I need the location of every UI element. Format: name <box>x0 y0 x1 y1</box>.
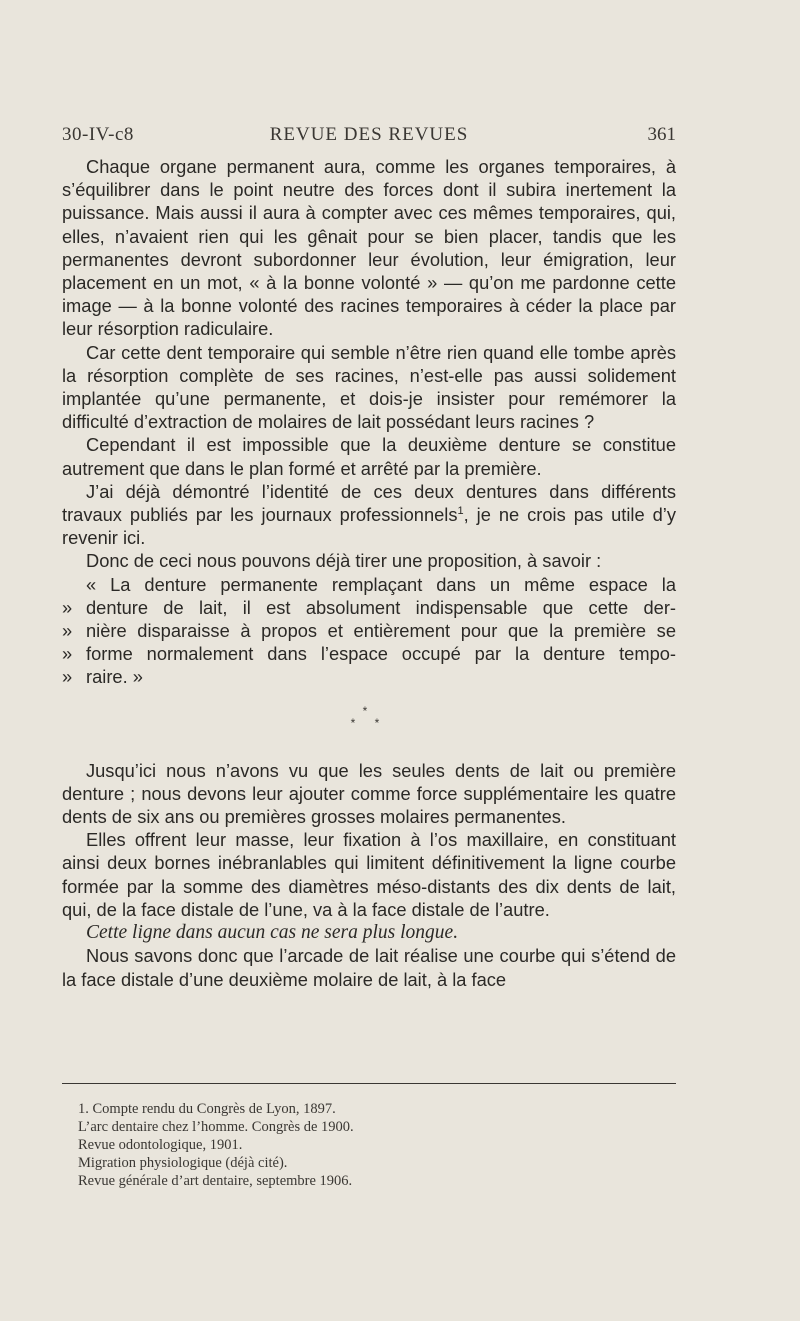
paragraph-6: Jusqu’ici nous n’avons vu que les seules dents de lait ou première denture ; nous devons leur ajouter comme force supplémentaire les quatre dents de six ans ou premières grosses molaires permanentes. <box>62 759 676 828</box>
paragraph-4 <box>62 480 676 550</box>
main-text <box>62 155 676 991</box>
footnote-line: Migration physiologique (déjà cité). <box>78 1155 288 1171</box>
paragraph-8-italic: Cette ligne dans aucun cas ne sera plus longue. <box>86 922 459 944</box>
quote-line <box>62 596 676 619</box>
paragraph-9: Nous savons donc que l’arcade de lait réalise une courbe qui s’étend de la face distale d’une deuxième molaire de lait, à la face <box>62 945 676 990</box>
paragraph-3: Cependant il est impossible que la deuxième denture se constitue autrement que dans le plan formé et arrêté par la première. <box>62 434 676 479</box>
paragraph-7: Elles offrent leur masse, leur fixation à l’os maxillaire, en constituant ainsi deux bornes inébranlables qui limitent définitivement la ligne courbe formée par la somme des diamètres méso-distants des dix dents de lait, qui, de la face distale de l’une, va à la face distale de l’autre. <box>62 829 676 920</box>
quote-line <box>62 665 676 688</box>
quote-mark: « <box>86 573 97 595</box>
asterism-top: * <box>362 703 376 718</box>
quote-mark: » <box>62 620 73 642</box>
footnote-line: Revue odontologique, 1901. <box>78 1137 243 1153</box>
quote-line <box>62 573 676 596</box>
running-header <box>62 124 676 150</box>
paragraph-4-text-a: J’ai déjà démontré l’identité de ces deux dentures dans différents travaux publiés par les journaux professionnels <box>62 480 676 526</box>
quote-text: forme normalement dans l’espace occupé par la denture tempo- <box>86 643 676 665</box>
footnote-ref: 1 <box>457 504 464 517</box>
paragraph-2: Car cette dent temporaire qui semble n’être rien quand elle tombe après la résorption complète de ses racines, n’est-elle pas aussi solidement implantée qu’une permanente, et dois-je insister pour remémorer la difficulté d’extraction de molaires de lait possédant leurs racines ? <box>62 341 676 433</box>
quote-mark: » <box>62 643 73 665</box>
footnote-divider <box>62 1083 676 1084</box>
quote-text: nière disparaisse à propos et entièrement pour que la première se <box>86 620 676 642</box>
page-number: 361 <box>647 124 676 145</box>
paragraph-5: Donc de ceci nous pouvons déjà tirer une proposition, à savoir : <box>86 550 602 572</box>
header-date-code: 30-IV-c8 <box>62 124 134 145</box>
asterism-bottom: * * <box>350 715 388 730</box>
footnote-line: Revue générale d’art dentaire, septembre 1906. <box>78 1173 353 1189</box>
quotation <box>62 573 676 689</box>
paragraph-1: Chaque organe permanent aura, comme les organes temporaires, à s’équilibrer dans le point neutre des forces dont il subira inertement la puissance. Mais aussi il aura à compter avec ces mêmes temporaires, qui, elles, n’avaient rien qui les gênait pour se bien placer, tandis que les permanentes devront subordonner leur évolution, leur émigration, leur placement en un mot, « à la bonne volonté » — qu’on me pardonne cette image — à la bonne volonté des racines temporaires à céder la place par leur résorption radiculaire. <box>62 156 676 340</box>
quote-text: denture de lait, il est absolument indispensable que cette der- <box>86 596 676 618</box>
header-journal-title: REVUE DES REVUES <box>269 124 469 145</box>
quote-mark: » <box>62 596 73 618</box>
quote-mark: » <box>62 666 73 688</box>
paragraph-4-text-b: , je ne crois pas utile d’y revenir ici. <box>62 504 676 549</box>
quote-line <box>62 642 676 665</box>
quote-line <box>62 619 676 642</box>
quote-text: La denture permanente remplaçant dans un même espace la <box>110 573 676 595</box>
footnote-line: 1. Compte rendu du Congrès de Lyon, 1897. <box>78 1101 336 1117</box>
quote-text: raire. » <box>86 666 143 688</box>
footnotes <box>78 1100 668 1190</box>
footnote-line: L’arc dentaire chez l’homme. Congrès de 1900. <box>78 1119 354 1135</box>
section-break-asterism <box>62 689 676 759</box>
